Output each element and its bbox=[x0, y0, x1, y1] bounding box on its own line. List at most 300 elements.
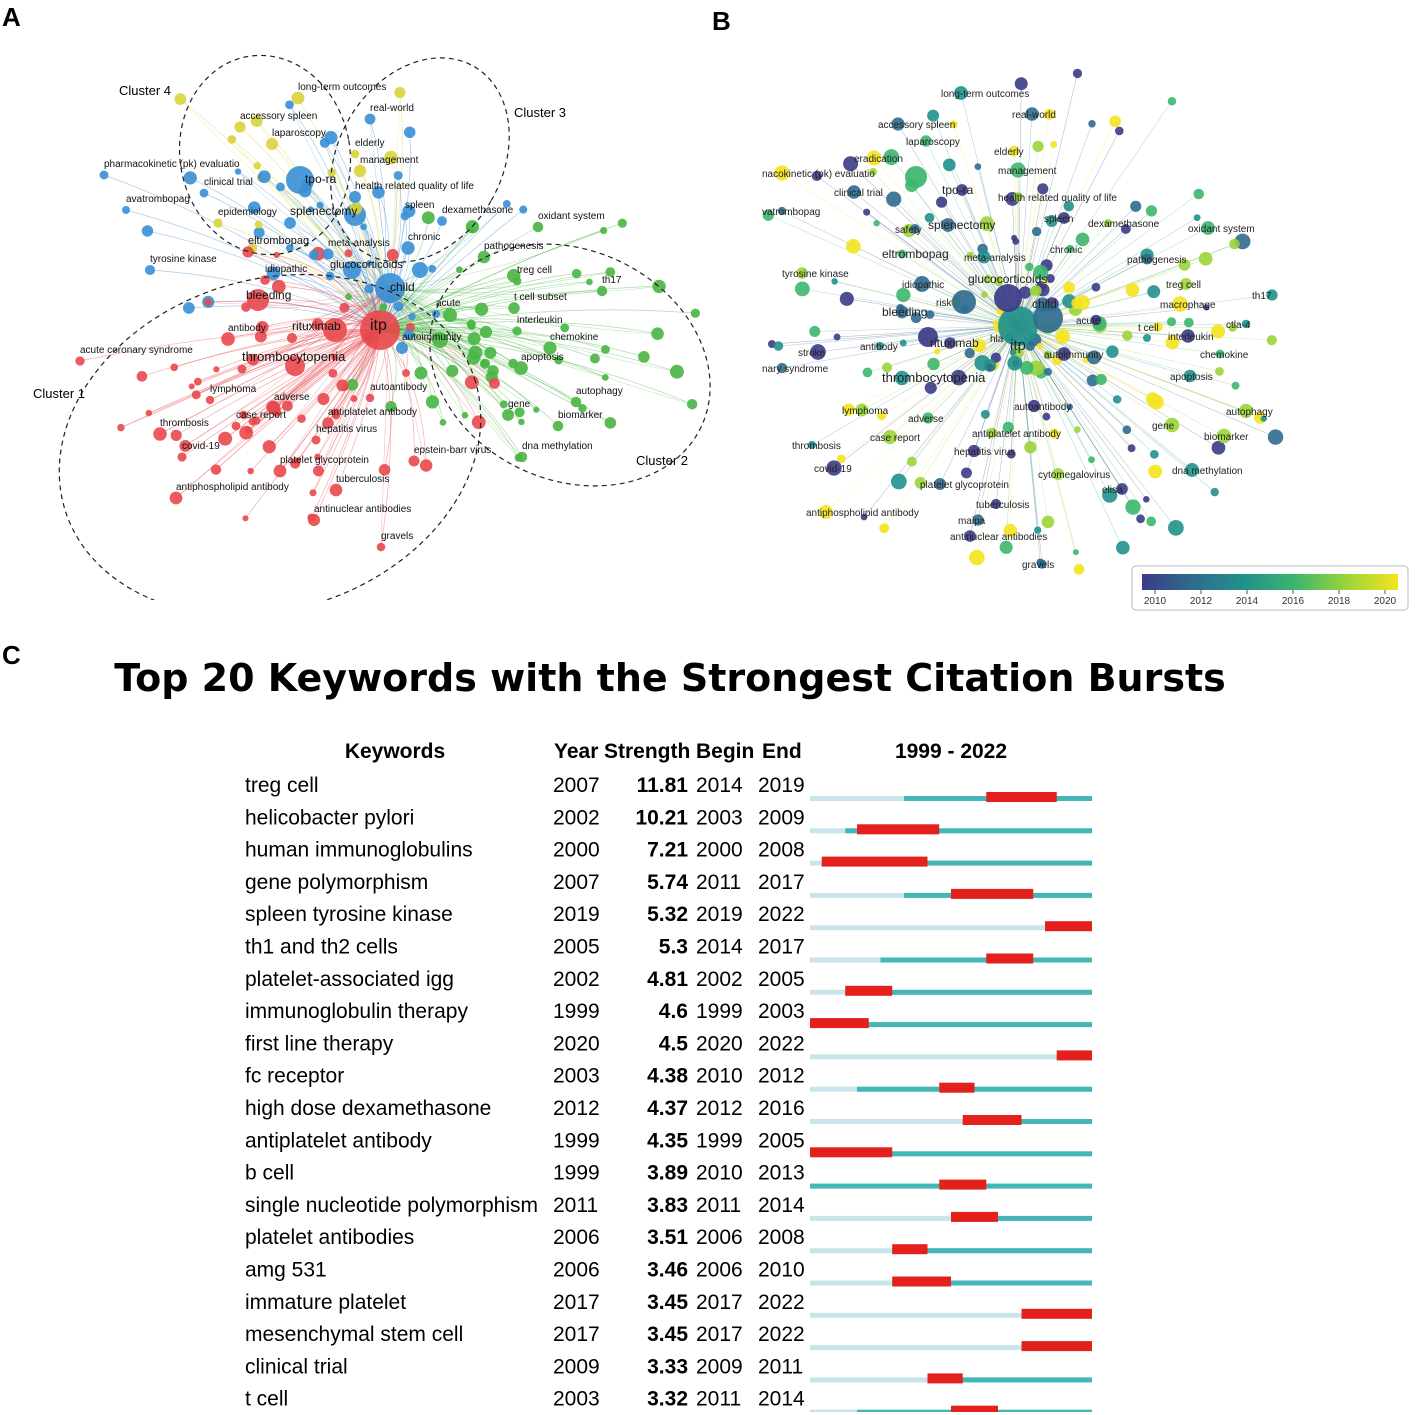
overlay-node bbox=[879, 523, 889, 533]
overlay-label-antibody: antibody bbox=[860, 342, 898, 353]
overlay-node bbox=[1123, 425, 1132, 434]
network-node bbox=[75, 356, 84, 365]
table-row bbox=[245, 1097, 1092, 1125]
panel-label-b: B bbox=[712, 6, 731, 36]
network-node bbox=[170, 492, 183, 505]
year-color-legend bbox=[1132, 566, 1408, 610]
header-begin: Begin bbox=[696, 740, 755, 763]
network-node bbox=[344, 249, 352, 257]
node-label-thrombosis: thrombosis bbox=[160, 418, 209, 429]
node-label-splenectomy: splenectomy bbox=[290, 204, 358, 218]
network-node bbox=[512, 326, 521, 335]
cluster-label-4: Cluster 4 bbox=[119, 83, 172, 98]
overlay-node bbox=[1267, 335, 1277, 345]
row-strength: 5.3 bbox=[658, 935, 688, 959]
network-node bbox=[146, 410, 153, 417]
overlay-label-elisa: elisa bbox=[1102, 485, 1123, 496]
row-end: 2022 bbox=[758, 1323, 805, 1347]
network-node bbox=[408, 455, 419, 466]
network-node bbox=[401, 212, 410, 221]
overlay-edge bbox=[1018, 326, 1276, 437]
network-node bbox=[586, 279, 593, 286]
row-strength: 4.37 bbox=[647, 1097, 688, 1120]
network-node bbox=[638, 351, 650, 363]
node-label-real-world: real-world bbox=[370, 103, 414, 114]
cluster-label-1: Cluster 1 bbox=[33, 386, 86, 401]
row-end: 2014 bbox=[758, 1193, 805, 1217]
overlay-node bbox=[961, 467, 972, 478]
network-node bbox=[394, 301, 404, 311]
network-node bbox=[349, 191, 361, 203]
network-node bbox=[308, 514, 320, 526]
node-label-antibody: antibody bbox=[228, 323, 266, 334]
overlay-label-child: child bbox=[1032, 297, 1057, 311]
row-strength: 3.32 bbox=[647, 1387, 688, 1411]
network-node bbox=[500, 400, 508, 408]
header-range: 1999 - 2022 bbox=[894, 740, 1008, 763]
network-node bbox=[360, 223, 367, 230]
overlay-label-autoimmunity: autoimmunity bbox=[1044, 350, 1104, 361]
network-node bbox=[365, 114, 376, 125]
legend-tick-label: 2010 bbox=[1143, 596, 1167, 607]
overlay-node bbox=[1193, 189, 1204, 200]
network-node bbox=[508, 302, 520, 314]
overlay-label-management: management bbox=[998, 166, 1057, 177]
network-node bbox=[328, 369, 337, 378]
node-label-acute-coronary-syndrome: acute coronary syndrome bbox=[80, 345, 193, 356]
row-strength: 3.45 bbox=[647, 1290, 688, 1314]
timeline-bar-burst bbox=[810, 1018, 869, 1028]
overlay-network-map bbox=[758, 40, 1415, 615]
node-label-antiphospholipid-antibody: antiphospholipid antibody bbox=[176, 482, 289, 493]
timeline-bar-burst bbox=[1022, 1309, 1093, 1319]
timeline-bar-burst bbox=[986, 792, 1057, 802]
network-node bbox=[456, 266, 463, 273]
network-node bbox=[351, 395, 358, 402]
node-label-bleeding: bleeding bbox=[246, 288, 292, 302]
network-node bbox=[122, 206, 130, 214]
timeline-bar-burst bbox=[1045, 921, 1092, 931]
network-node bbox=[533, 407, 539, 413]
overlay-node bbox=[1011, 235, 1017, 241]
network-node bbox=[234, 121, 245, 132]
row-begin: 2012 bbox=[696, 1097, 743, 1120]
network-node bbox=[258, 170, 271, 183]
network-node bbox=[317, 393, 329, 405]
network-node bbox=[309, 250, 319, 260]
network-node bbox=[211, 464, 221, 474]
row-end: 2011 bbox=[758, 1355, 804, 1379]
node-label-lymphoma: lymphoma bbox=[210, 384, 257, 395]
network-node bbox=[351, 150, 360, 159]
row-begin: 2011 bbox=[696, 1193, 742, 1217]
network-node bbox=[553, 421, 564, 432]
network-node bbox=[366, 394, 374, 402]
network-node bbox=[446, 365, 458, 377]
row-keyword: amg 531 bbox=[245, 1258, 327, 1282]
network-node bbox=[571, 397, 582, 408]
overlay-label-dna-methylation: dna methylation bbox=[1172, 466, 1243, 477]
overlay-label-interleukin: interleukin bbox=[1168, 332, 1214, 343]
overlay-hub-node bbox=[952, 290, 976, 314]
row-end: 2013 bbox=[758, 1161, 805, 1185]
network-node bbox=[600, 227, 607, 234]
row-strength: 3.51 bbox=[647, 1226, 688, 1250]
overlay-node bbox=[1146, 517, 1156, 527]
network-node bbox=[117, 424, 125, 432]
overlay-label-treg-cell: treg cell bbox=[1166, 280, 1202, 291]
row-keyword: human immunoglobulins bbox=[245, 838, 473, 862]
overlay-label-chemokine: chemokine bbox=[1200, 350, 1249, 361]
overlay-node bbox=[834, 334, 841, 341]
overlay-node bbox=[1194, 214, 1201, 221]
overlay-node bbox=[1055, 329, 1070, 344]
overlay-label-nacokinetic-pk-evaluatio: nacokinetic (pk) evaluatio bbox=[762, 169, 875, 180]
table-row bbox=[245, 1323, 1092, 1351]
node-label-epidemiology: epidemiology bbox=[218, 207, 277, 218]
network-node bbox=[602, 374, 609, 381]
overlay-node bbox=[863, 368, 873, 378]
network-node bbox=[426, 395, 439, 408]
network-node bbox=[175, 93, 187, 105]
network-node bbox=[467, 320, 476, 329]
row-end: 2017 bbox=[758, 935, 805, 959]
timeline-bar-burst bbox=[951, 1212, 998, 1222]
cluster-network-map bbox=[0, 40, 720, 600]
overlay-node bbox=[1042, 516, 1055, 529]
overlay-label-eradication: eradication bbox=[854, 154, 903, 165]
overlay-label-covid-19: covid-19 bbox=[814, 464, 852, 475]
overlay-label-bleeding: bleeding bbox=[882, 305, 928, 319]
row-year: 2005 bbox=[553, 935, 600, 959]
table-row bbox=[245, 1000, 1092, 1028]
overlay-label-autoantibody: autoantibody bbox=[1014, 402, 1072, 413]
overlay-label-tuberculosis: tuberculosis bbox=[976, 500, 1030, 511]
network-node bbox=[218, 432, 232, 446]
row-keyword: mesenchymal stem cell bbox=[245, 1323, 464, 1347]
overlay-label-accessory-spleen: accessory spleen bbox=[878, 120, 956, 131]
network-node bbox=[330, 484, 343, 497]
network-node bbox=[153, 427, 167, 441]
overlay-label-rituximab: rituximab bbox=[930, 336, 979, 350]
row-begin: 2014 bbox=[696, 774, 743, 797]
node-label-antinuclear-antibodies: antinuclear antibodies bbox=[314, 504, 412, 515]
overlay-node bbox=[1044, 368, 1052, 376]
row-end: 2014 bbox=[758, 1387, 805, 1411]
row-strength: 3.89 bbox=[647, 1161, 688, 1185]
overlay-node bbox=[1115, 127, 1124, 136]
overlay-node bbox=[1122, 330, 1132, 340]
table-row bbox=[245, 1194, 1092, 1222]
node-label-treg-cell: treg cell bbox=[517, 265, 553, 276]
network-node bbox=[440, 419, 447, 426]
network-node bbox=[402, 369, 410, 377]
row-begin: 1999 bbox=[696, 1000, 743, 1024]
row-begin: 2017 bbox=[696, 1323, 743, 1347]
network-node bbox=[200, 189, 209, 198]
network-node bbox=[651, 327, 664, 340]
overlay-label-chronic: chronic bbox=[1050, 245, 1083, 256]
overlay-label-itp: itp bbox=[1010, 337, 1026, 354]
network-node bbox=[204, 298, 212, 306]
network-node bbox=[472, 415, 486, 429]
overlay-label-gravels: gravels bbox=[1022, 560, 1055, 571]
table-header bbox=[345, 740, 1007, 763]
network-node bbox=[478, 251, 491, 264]
timeline-bar-burst bbox=[822, 857, 928, 867]
node-label-tyrosine-kinase: tyrosine kinase bbox=[150, 254, 217, 265]
overlay-label-risk: risk bbox=[936, 298, 952, 309]
node-label-pharmacokinetic-pk-evaluatio: pharmacokinetic (pk) evaluatio bbox=[104, 159, 240, 170]
header-end: End bbox=[762, 740, 802, 763]
legend-tick-label: 2014 bbox=[1235, 596, 1259, 607]
network-node bbox=[513, 277, 522, 286]
row-strength: 4.81 bbox=[647, 967, 688, 991]
node-label-case-report: case report bbox=[236, 410, 287, 421]
network-node bbox=[489, 378, 500, 389]
overlay-node bbox=[1088, 456, 1095, 463]
node-label-accessory-spleen: accessory spleen bbox=[240, 111, 318, 122]
network-node bbox=[401, 241, 414, 254]
overlay-node bbox=[1092, 283, 1101, 292]
row-year: 2007 bbox=[553, 870, 600, 894]
node-label-tpo-ra: tpo-ra bbox=[305, 172, 337, 186]
network-node bbox=[287, 333, 297, 343]
panel-label-c: C bbox=[2, 640, 21, 670]
row-keyword: platelet antibodies bbox=[245, 1226, 415, 1250]
network-node bbox=[142, 225, 153, 236]
network-node bbox=[408, 313, 415, 320]
network-node bbox=[206, 396, 214, 404]
row-keyword: spleen tyrosine kinase bbox=[245, 903, 453, 927]
overlay-node bbox=[1168, 97, 1176, 105]
row-begin: 2011 bbox=[696, 870, 742, 894]
network-node bbox=[432, 310, 440, 318]
timeline-bar-burst bbox=[857, 824, 939, 834]
node-label-covid-19: covid-19 bbox=[182, 441, 220, 452]
row-end: 2008 bbox=[758, 1226, 805, 1250]
network-node bbox=[354, 165, 366, 177]
overlay-hub-node bbox=[905, 166, 927, 188]
network-node bbox=[518, 419, 525, 426]
cluster-label-3: Cluster 3 bbox=[514, 105, 567, 120]
overlay-node bbox=[1074, 426, 1081, 433]
node-label-oxidant-system: oxidant system bbox=[538, 211, 605, 222]
overlay-label-macrophage: macrophage bbox=[1160, 300, 1216, 311]
row-keyword: immature platelet bbox=[245, 1290, 407, 1314]
row-keyword: treg cell bbox=[245, 774, 319, 797]
network-node bbox=[502, 409, 514, 421]
legend-tick-label: 2016 bbox=[1281, 596, 1305, 607]
overlay-node bbox=[1150, 450, 1159, 459]
overlay-label-laparoscopy: laparoscopy bbox=[906, 137, 960, 148]
node-label-dexamethasone: dexamethasone bbox=[442, 205, 514, 216]
legend-tick-label: 2018 bbox=[1327, 596, 1351, 607]
row-begin: 2010 bbox=[696, 1064, 743, 1088]
overlay-nodes bbox=[763, 69, 1284, 575]
row-year: 2006 bbox=[553, 1226, 600, 1250]
network-node bbox=[276, 182, 285, 191]
network-node bbox=[365, 333, 375, 343]
row-year: 2020 bbox=[553, 1032, 600, 1056]
overlay-node bbox=[1167, 317, 1176, 326]
row-begin: 2006 bbox=[696, 1258, 743, 1282]
overlay-node bbox=[987, 364, 994, 371]
overlay-label-idiopathic: idiopathic bbox=[902, 280, 945, 291]
network-node bbox=[309, 489, 316, 496]
network-node bbox=[311, 435, 320, 444]
row-keyword: first line therapy bbox=[245, 1032, 394, 1056]
network-node bbox=[339, 303, 349, 313]
row-keyword: th1 and th2 cells bbox=[245, 935, 398, 959]
overlay-node bbox=[1229, 239, 1239, 249]
overlay-label-tpo-ra: tpo-ra bbox=[942, 183, 974, 197]
overlay-node bbox=[943, 158, 956, 171]
row-year: 2011 bbox=[553, 1193, 599, 1217]
network-node bbox=[475, 303, 488, 316]
row-keyword: clinical trial bbox=[245, 1355, 348, 1379]
network-node bbox=[468, 332, 481, 345]
overlay-node bbox=[1109, 116, 1121, 128]
row-end: 2022 bbox=[758, 1290, 805, 1314]
network-node bbox=[590, 354, 600, 364]
timeline-bar-burst bbox=[939, 1180, 986, 1190]
timeline-bar-burst bbox=[1022, 1341, 1093, 1351]
row-begin: 2003 bbox=[696, 806, 743, 830]
network-node bbox=[285, 100, 294, 109]
table-row bbox=[245, 1388, 1092, 1412]
overlay-node bbox=[1125, 499, 1140, 514]
row-end: 2016 bbox=[758, 1097, 805, 1120]
network-node bbox=[145, 265, 155, 275]
overlay-label-spleen: spleen bbox=[1044, 214, 1074, 225]
citation-burst-table bbox=[240, 732, 1110, 1412]
network-node bbox=[242, 515, 248, 521]
row-strength: 5.74 bbox=[647, 870, 688, 894]
overlay-node bbox=[1088, 120, 1095, 127]
overlay-node bbox=[1025, 263, 1033, 271]
timeline-bar-burst bbox=[1057, 1050, 1092, 1060]
burst-chart-title: Top 20 Keywords with the Strongest Citation Bursts bbox=[114, 656, 1226, 700]
overlay-node bbox=[1148, 465, 1162, 479]
overlay-label-autophagy: autophagy bbox=[1226, 407, 1273, 418]
row-end: 2019 bbox=[758, 774, 805, 797]
timeline-bar-burst bbox=[810, 1147, 892, 1157]
timeline-bar-burst bbox=[845, 986, 892, 996]
network-node bbox=[171, 430, 182, 441]
overlay-node bbox=[886, 192, 901, 207]
row-year: 2006 bbox=[553, 1258, 600, 1282]
row-keyword: high dose dexamethasone bbox=[245, 1097, 492, 1120]
overlay-label-hla: hla bbox=[990, 334, 1004, 345]
table-row bbox=[245, 1065, 1092, 1093]
row-end: 2022 bbox=[758, 903, 805, 927]
row-end: 2005 bbox=[758, 1129, 805, 1153]
network-node bbox=[297, 414, 306, 423]
node-label-clinical-trial: clinical trial bbox=[204, 177, 253, 188]
row-year: 2012 bbox=[553, 1097, 600, 1120]
network-node bbox=[394, 87, 405, 98]
node-label-spleen: spleen bbox=[405, 200, 435, 211]
network-node bbox=[213, 218, 222, 227]
overlay-node bbox=[1030, 287, 1039, 296]
overlay-label-splenectomy: splenectomy bbox=[928, 218, 996, 232]
overlay-node bbox=[873, 220, 879, 226]
overlay-node bbox=[1126, 283, 1140, 297]
network-node bbox=[420, 459, 432, 471]
node-label-meta-analysis: meta-analysis bbox=[328, 238, 390, 249]
row-keyword: b cell bbox=[245, 1161, 295, 1185]
network-node bbox=[238, 365, 247, 374]
network-node bbox=[404, 127, 415, 138]
table-row bbox=[245, 968, 1092, 996]
node-label-th17: th17 bbox=[602, 275, 622, 286]
network-node bbox=[670, 365, 684, 379]
network-node bbox=[597, 286, 607, 296]
node-label-autoantibody: autoantibody bbox=[370, 382, 428, 393]
legend-gradient-bar bbox=[1142, 574, 1398, 590]
network-node bbox=[177, 452, 186, 461]
overlay-node bbox=[969, 550, 985, 566]
row-begin: 2009 bbox=[696, 1355, 743, 1379]
overlay-node bbox=[1168, 520, 1184, 536]
row-strength: 3.46 bbox=[647, 1258, 688, 1282]
table-row bbox=[245, 1032, 1092, 1060]
overlay-edge bbox=[818, 326, 1018, 352]
node-label-apoptosis: apoptosis bbox=[521, 352, 564, 363]
overlay-label-thrombocytopenia: thrombocytopenia bbox=[882, 370, 986, 385]
overlay-node bbox=[1071, 298, 1082, 309]
overlay-node bbox=[1113, 395, 1122, 404]
network-node bbox=[385, 294, 394, 303]
network-node bbox=[422, 211, 435, 224]
row-year: 2000 bbox=[553, 838, 600, 862]
overlay-label-meta-analysis: meta-analysis bbox=[964, 253, 1026, 264]
timeline-bar-burst bbox=[928, 1373, 963, 1383]
row-year: 2017 bbox=[553, 1290, 600, 1314]
overlay-edge bbox=[1018, 326, 1192, 470]
node-label-eltrombopag: eltrombopag bbox=[248, 235, 310, 247]
network-node bbox=[691, 309, 700, 318]
network-node bbox=[394, 171, 403, 180]
row-strength: 5.32 bbox=[647, 903, 688, 927]
network-node bbox=[189, 383, 195, 389]
overlay-label-biomarker: biomarker bbox=[1204, 432, 1249, 443]
overlay-label-vatrombopag: vatrombopag bbox=[762, 207, 821, 218]
network-node bbox=[604, 417, 616, 429]
overlay-label-antinuclear-antibodies: antinuclear antibodies bbox=[950, 532, 1048, 543]
network-node bbox=[184, 171, 197, 184]
row-strength: 3.45 bbox=[647, 1323, 688, 1347]
overlay-node bbox=[1199, 252, 1213, 266]
overlay-node bbox=[1128, 444, 1136, 452]
overlay-node bbox=[846, 239, 861, 254]
overlay-node bbox=[795, 281, 810, 296]
node-label-adverse: adverse bbox=[274, 392, 310, 403]
overlay-label-tyrosine-kinase: tyrosine kinase bbox=[782, 269, 849, 280]
overlay-label-clinical-trial: clinical trial bbox=[834, 188, 883, 199]
row-strength: 4.38 bbox=[647, 1064, 688, 1088]
overlay-label-maipa: maipa bbox=[958, 516, 986, 527]
network-node bbox=[396, 342, 408, 354]
network-node bbox=[228, 135, 237, 144]
network-node bbox=[428, 265, 436, 273]
network-node bbox=[462, 412, 469, 419]
overlay-node bbox=[1007, 356, 1022, 371]
network-node bbox=[299, 185, 312, 198]
overlay-label-thrombosis: thrombosis bbox=[792, 441, 841, 452]
table-row bbox=[245, 1355, 1092, 1383]
